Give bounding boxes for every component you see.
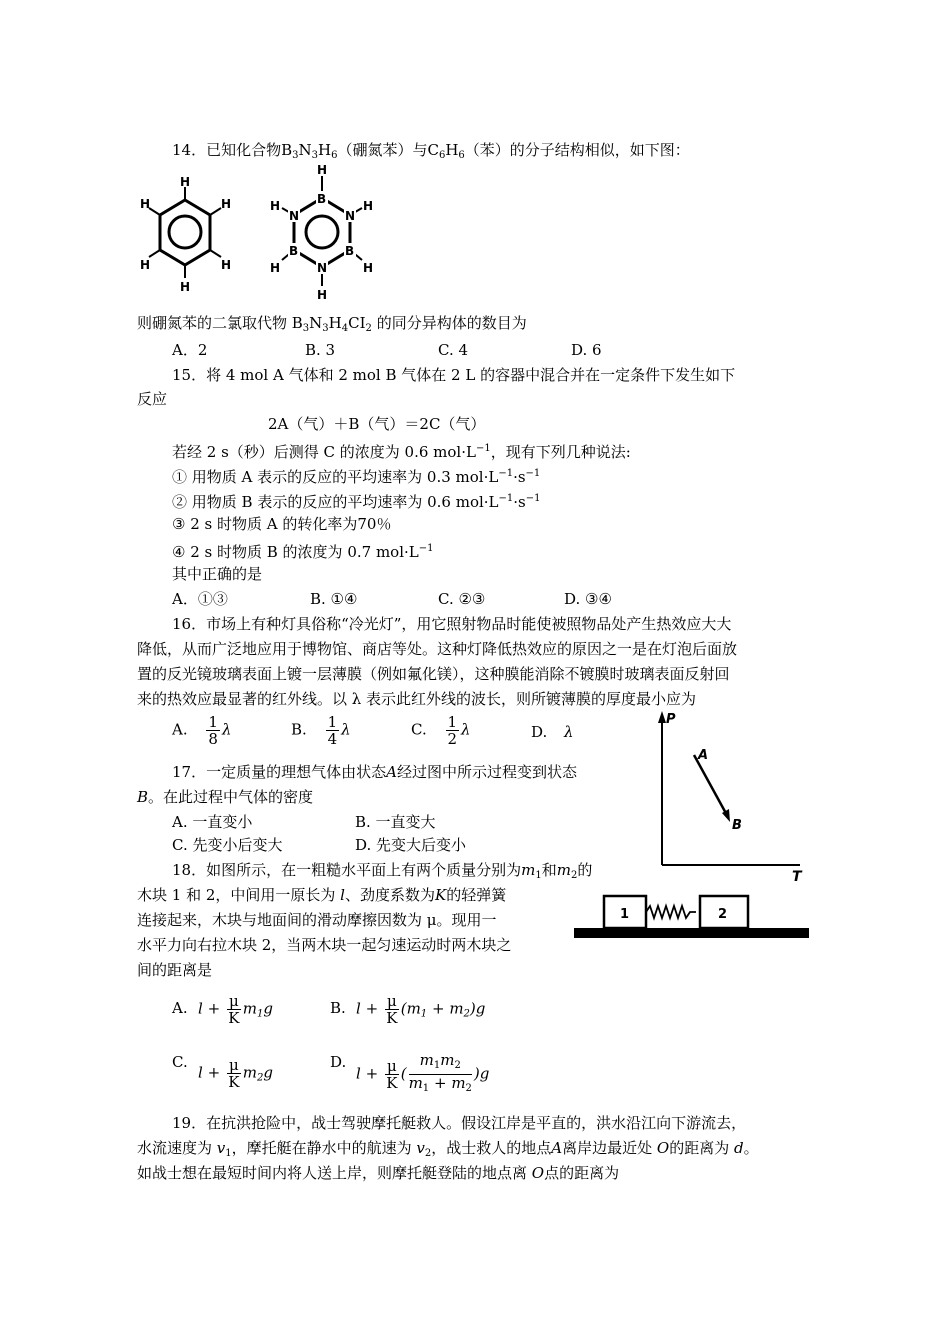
blocks-diagram [574, 890, 814, 950]
q18-option-d[interactable]: D. l + $\frac{\mu}{K}$ ( $\frac{m_1m_2}{m_1 + m_2}$ )g [330, 1051, 490, 1094]
q18-line-4: 水平力向右拉木块 2，当两木块一起匀速运动时两木块之 [137, 936, 512, 954]
svg-text:H: H [180, 175, 191, 189]
svg-text:A: A [698, 748, 709, 763]
q18-line-2: 木块 1 和 2，中间用一原长为 l、劲度系数为K的轻弹簧 [137, 886, 507, 904]
svg-text:N: N [289, 209, 300, 223]
q15-measure: 若经 2 s（秒）后测得 C 的浓度为 0.6 $mol\cdot L^{-1}$，现有下列几种说法: [172, 443, 631, 461]
svg-text:H: H [270, 199, 281, 213]
svg-text:1: 1 [620, 907, 630, 922]
q16-line-1: 16．市场上有种灯具俗称“冷光灯”，用它照射物品时能使被照物品处产生热效应大大 [172, 615, 732, 633]
q15-statement-3: ③ 2 s 时物质 A 的转化率为70％ [172, 515, 392, 533]
q17-option-c[interactable]: C. 先变小后变大 [172, 836, 283, 854]
benzene-structure [135, 175, 245, 295]
q16-option-a[interactable]: A. $\frac{1}{8}$ λ [172, 713, 232, 748]
q19-line-3: 如战士想在最短时间内将人送上岸，则摩托艇登陆的地点离 O点的距离为 [137, 1164, 620, 1182]
svg-text:N: N [345, 209, 356, 223]
q14-question: 则硼氮苯的二氯取代物 $B_3N_3H_4CI_2$ 的同分异构体的数目为 [137, 314, 527, 334]
svg-text:H: H [180, 280, 191, 294]
svg-text:H: H [270, 261, 281, 275]
q15-statement-4: ④ 2 s 时物质 B 的浓度为 0.7 $mol\cdot L^{-1}$ [172, 543, 434, 561]
q15-option-d[interactable]: D. ③④ [564, 590, 612, 608]
q15-which: 其中正确的是 [172, 565, 263, 583]
svg-text:H: H [317, 288, 328, 302]
q17-line-2: B。在此过程中气体的密度 [137, 788, 314, 806]
svg-text:B: B [345, 244, 355, 258]
q15-statement-2: ② 用物质 B 表示的反应的平均速率为 0.6 $mol\cdot L^{-1}\cdot s^{-1}$ [172, 493, 541, 511]
q14-option-b[interactable]: B. 3 [305, 341, 336, 359]
q14-stem: 14．已知化合物$B_3N_3H_6$（硼氮苯）与$C_6H_6$（苯）的分子结构相似，如下图： [172, 141, 690, 161]
q19-line-2: 水流速度为 $v_1$，摩托艇在静水中的航速为 $v_2$，战士救人的地点A离岸边最近处 O的距离为 d。 [137, 1139, 759, 1159]
borazine-structure [262, 160, 382, 300]
q17-option-b[interactable]: B. 一直变大 [355, 813, 436, 831]
q15-option-b[interactable]: B. ①④ [310, 590, 358, 608]
q15-statement-1: ① 用物质 A 表示的反应的平均速率为 0.3 $mol\cdot L^{-1}\cdot s^{-1}$ [172, 468, 541, 486]
q18-option-a[interactable]: A. l + $\frac{\mu}{K}$ $m_1g$ [172, 992, 273, 1027]
q18-line-3: 连接起来，木块与地面间的滑动摩擦因数为 μ。现用一 [137, 911, 497, 929]
svg-text:H: H [363, 199, 374, 213]
svg-text:N: N [317, 261, 328, 275]
q14-option-d[interactable]: D. 6 [571, 341, 602, 359]
svg-text:B: B [289, 244, 299, 258]
svg-text:H: H [140, 258, 151, 272]
q16-line-3: 置的反光镜玻璃表面上镀一层薄膜（例如氟化镁），这种膜能消除不镀膜时玻璃表面反射回 [137, 665, 730, 683]
q15-equation: 2A（气）＋B（气）＝2C（气） [268, 415, 486, 433]
q15-option-c[interactable]: C. ②③ [438, 590, 486, 608]
svg-text:B: B [317, 192, 327, 206]
q14-option-c[interactable]: C. 4 [438, 341, 469, 359]
q18-option-b[interactable]: B. l + $\frac{\mu}{K}$ $(m_1 + m_2)g$ [330, 992, 486, 1027]
q16-line-2: 降低，从而广泛地应用于博物馆、商店等处。这种灯降低热效应的原因之一是在灯泡后面放 [137, 640, 738, 658]
pt-graph [650, 705, 810, 885]
svg-text:P: P [666, 712, 676, 727]
q19-line-1: 19．在抗洪抢险中，战士驾驶摩托艇救人。假设江岸是平直的，洪水沿江向下游流去， [172, 1114, 747, 1132]
svg-text:T: T [792, 869, 802, 885]
q16-line-4: 来的热效应最显著的红外线。以 λ 表示此红外线的波长，则所镀薄膜的厚度最小应为 [137, 690, 697, 708]
q17-option-a[interactable]: A. 一直变小 [172, 813, 253, 831]
q15-option-a[interactable]: A．①③ [172, 590, 228, 608]
q16-option-d[interactable]: D. λ [531, 723, 574, 741]
svg-text:H: H [363, 261, 374, 275]
q15-stem-line2: 反应 [137, 390, 168, 408]
q15-stem-line1: 15．将 4 mol A 气体和 2 mol B 气体在 2 L 的容器中混合并在一定条件下发生如下 [172, 366, 736, 384]
q17-option-d[interactable]: D. 先变大后变小 [355, 836, 467, 854]
q14-option-a[interactable]: A．2 [172, 341, 208, 359]
svg-text:H: H [221, 258, 232, 272]
svg-text:B: B [732, 818, 742, 833]
q18-line-5: 间的距离是 [137, 961, 213, 979]
q18-line-1: 18．如图所示，在一粗糙水平面上有两个质量分别为$m_1$和$m_2$的 [172, 861, 593, 881]
svg-text:2: 2 [718, 907, 728, 922]
q18-option-c[interactable]: C. l + $\frac{\mu}{K}$ $m_2g$ [172, 1053, 273, 1091]
svg-text:H: H [221, 197, 232, 211]
svg-text:H: H [140, 197, 151, 211]
q16-option-c[interactable]: C. $\frac{1}{2}$ λ [411, 713, 471, 748]
q16-option-b[interactable]: B. $\frac{1}{4}$ λ [291, 713, 351, 748]
svg-text:H: H [317, 163, 328, 177]
q17-line-1: 17．一定质量的理想气体由状态A经过图中所示过程变到状态 [172, 763, 577, 781]
